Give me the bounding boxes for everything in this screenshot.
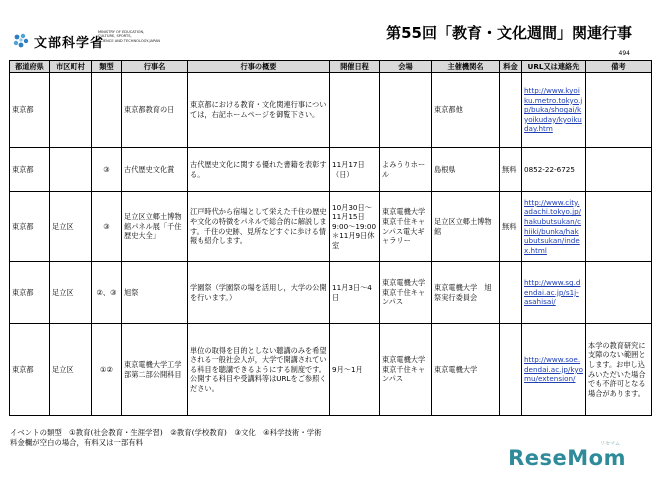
table-row: [10, 262, 652, 324]
cell-event-name: 東京電機大学工学部第二部公開科目: [122, 324, 188, 416]
cell-fee: [500, 73, 522, 148]
column-header: 類型: [92, 61, 122, 73]
logo-en-text: [98, 30, 160, 43]
cell-municipality: 足立区: [50, 324, 92, 416]
cell-fee: [500, 324, 522, 416]
cell-summary: 東京都における教育・文化関連行事については，右記ホームページを御覧下さい。: [188, 73, 330, 148]
cell-url-link[interactable]: http://www.sg.dendai.ac.jp/s1j-asahisai/: [522, 262, 586, 324]
watermark-small-text: リセマム: [600, 441, 620, 447]
footer-notes: [10, 428, 322, 448]
resemom-watermark: ReseMom: [508, 446, 626, 470]
table-header-row: [10, 61, 652, 73]
cell-remarks: [586, 148, 652, 192]
cell-type: [92, 73, 122, 148]
column-header: 料金: [500, 61, 522, 73]
column-header: 開催日程: [330, 61, 380, 73]
cell-organizer: 東京電機大学: [432, 324, 500, 416]
footer-fee-note: 料金欄が空白の場合，有料又は一部有料: [10, 438, 144, 447]
logo-en-line: SCIENCE AND TECHNOLOGY-JAPAN: [98, 38, 161, 43]
column-header: 行事名: [122, 61, 188, 73]
cell-organizer: 東京電機大学 旭祭実行委員会: [432, 262, 500, 324]
column-header: 会場: [380, 61, 432, 73]
cell-contact: 0852-22-6725: [522, 148, 586, 192]
column-header: URL又は連絡先: [522, 61, 586, 73]
cell-remarks: [586, 73, 652, 148]
column-header: 備考: [586, 61, 652, 73]
logo-ja-text: 文部科学省: [34, 36, 105, 51]
cell-prefecture: 東京都: [10, 192, 50, 262]
page-number: 494: [618, 50, 630, 57]
cell-municipality: 足立区: [50, 262, 92, 324]
table-row: [10, 148, 652, 192]
page-title: 第55回「教育・文化週間」関連行事: [386, 24, 632, 42]
cell-venue: [380, 73, 432, 148]
cell-municipality: [50, 73, 92, 148]
cell-prefecture: 東京都: [10, 73, 50, 148]
logo-en-line: CULTURE, SPORTS,: [98, 34, 132, 39]
cell-venue: 東京電機大学東京千住キャンパス: [380, 324, 432, 416]
cell-municipality: 足立区: [50, 192, 92, 262]
cell-type: ③: [92, 192, 122, 262]
cell-prefecture: 東京都: [10, 262, 50, 324]
cell-type: ①②: [92, 324, 122, 416]
cell-organizer: 足立区立郷土博物館: [432, 192, 500, 262]
cell-organizer: 東京都他: [432, 73, 500, 148]
cell-venue: 東京電機大学東京千住キャンパス: [380, 262, 432, 324]
table-row: [10, 324, 652, 416]
cell-schedule: 11月17日（日）: [330, 148, 380, 192]
cell-event-name: 足立区立郷土博物館パネル展「千住歴史大全」: [122, 192, 188, 262]
footer-type-legend: イベントの類型 ①教育(社会教育・生涯学習) ②教育(学校教育) ③文化 ④科学技術・学術: [10, 428, 322, 437]
column-header: 行事の概要: [188, 61, 330, 73]
column-header: 都道府県: [10, 61, 50, 73]
cell-event-name: 旭祭: [122, 262, 188, 324]
cell-schedule: 11月3日～4日: [330, 262, 380, 324]
cell-venue: よみうりホール: [380, 148, 432, 192]
cell-type: ②、③: [92, 262, 122, 324]
cell-summary: 単位の取得を目的としない聴講のみを希望される一般社会人が，大学で開講されている科目を聴講できるようにする制度です。公開する科目や受講料等はURLをご参照ください。: [188, 324, 330, 416]
cell-summary: 江戸時代から宿場として栄えた千住の歴史や文化の特徴をパネルで総合的に解説します。千住の史跡、見所などすぐに歩ける情報も紹介します。: [188, 192, 330, 262]
cell-schedule: [330, 73, 380, 148]
cell-type: ③: [92, 148, 122, 192]
page-header: [0, 0, 640, 60]
cell-fee: 無料: [500, 148, 522, 192]
table-row: [10, 73, 652, 148]
cell-prefecture: 東京都: [10, 148, 50, 192]
cell-summary: 古代歴史文化に関する優れた書籍を表彰する。: [188, 148, 330, 192]
cell-event-name: 東京都教育の日: [122, 73, 188, 148]
cell-municipality: [50, 148, 92, 192]
cell-url-link[interactable]: http://www.city.adachi.tokyo.jp/hakubutsukan/chiiki/bunka/hakubutsukan/index.html: [522, 192, 586, 262]
mext-logo: [12, 28, 172, 54]
cell-prefecture: 東京都: [10, 324, 50, 416]
cell-remarks: [586, 192, 652, 262]
cell-remarks: 本学の教育研究に支障のない範囲とします。お申し込みいただいた場合でも不許可となる場合があります。: [586, 324, 652, 416]
events-table: [9, 60, 652, 416]
cell-schedule: 9月～1月: [330, 324, 380, 416]
cell-fee: 無料: [500, 192, 522, 262]
cell-schedule: 10月30日～11月15日 9:00～19:00 ＊11月9日休室: [330, 192, 380, 262]
logo-en-line: MINISTRY OF EDUCATION,: [98, 30, 145, 34]
cell-venue: 東京電機大学東京千住キャンパス電大ギャラリー: [380, 192, 432, 262]
cell-organizer: 島根県: [432, 148, 500, 192]
cell-url-link[interactable]: http://www.kyoiku.metro.tokyo.jp/buka/shogai/kyoikuday/kyoikuday.htm: [522, 73, 586, 148]
mext-logo-icon: [12, 32, 30, 50]
column-header: 市区町村: [50, 61, 92, 73]
column-header: 主催機関名: [432, 61, 500, 73]
cell-summary: 学園祭（学園祭の場を活用し，大学の公開を行います。）: [188, 262, 330, 324]
cell-url-link[interactable]: http://www.soe.dendai.ac.jp/kyomu/extension/: [522, 324, 586, 416]
cell-fee: [500, 262, 522, 324]
cell-remarks: [586, 262, 652, 324]
cell-event-name: 古代歴史文化賞: [122, 148, 188, 192]
table-row: [10, 192, 652, 262]
